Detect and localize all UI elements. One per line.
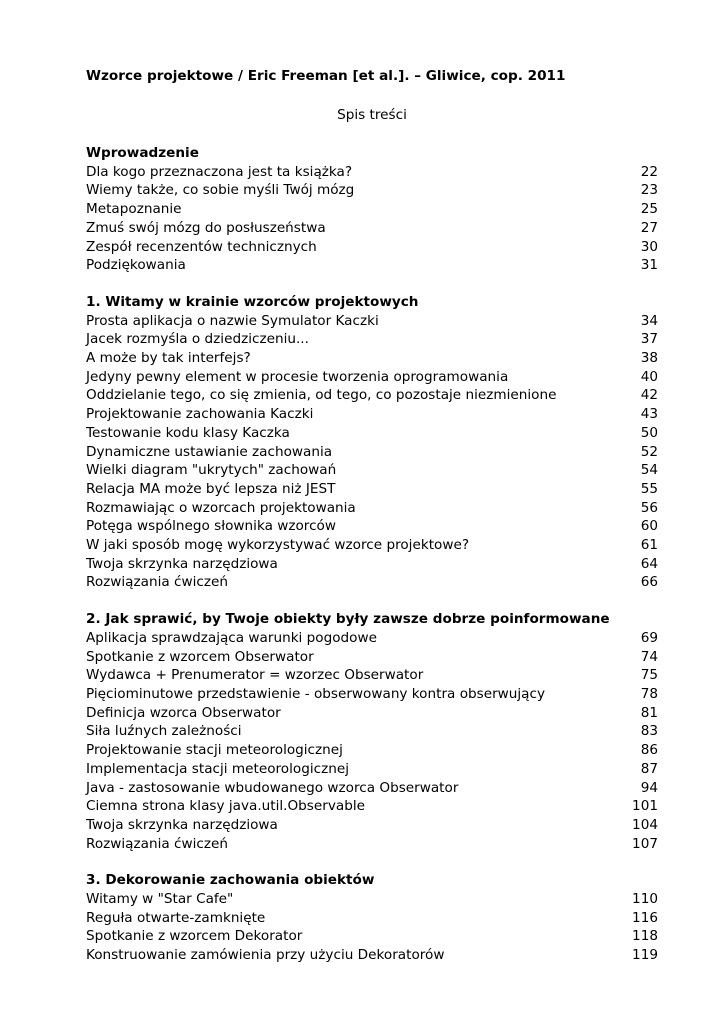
toc-entry-page: 22 [640, 163, 658, 180]
toc-entry-label: Aplikacja sprawdzająca warunki pogodowe [86, 629, 377, 646]
toc-entry-label: Jedyny pewny element w procesie tworzenia oprogramowania [86, 368, 509, 385]
toc-entry-page: 66 [640, 574, 658, 591]
toc-entry-page: 34 [640, 312, 658, 329]
toc-entry-label: Oddzielanie tego, co się zmienia, od tego, co pozostaje niezmienione [86, 387, 557, 404]
toc-entry-label: Rozwiązania ćwiczeń [86, 574, 228, 591]
toc-entry-page: 38 [640, 350, 658, 367]
toc-entry-label: Projektowanie stacji meteorologicznej [86, 742, 343, 759]
toc-entry-label: Potęga wspólnego słownika wzorców [86, 518, 336, 535]
toc-entry [86, 349, 658, 368]
toc-entry-page: 118 [632, 928, 658, 945]
toc-entry [86, 816, 658, 835]
toc-entry-label: Projektowanie zachowania Kaczki [86, 406, 314, 423]
toc-entry-label: Dynamiczne ustawianie zachowania [86, 443, 333, 460]
toc-entry-label: Twoja skrzynka narzędziowa [86, 816, 278, 833]
toc-entry-page: 94 [640, 779, 658, 796]
toc-entry-page: 25 [640, 201, 658, 218]
toc-entry-page: 83 [640, 723, 658, 740]
toc-entry-page: 87 [640, 760, 658, 777]
toc-entry-label: Spotkanie z wzorcem Dekorator [86, 928, 303, 945]
toc-entry [86, 555, 658, 574]
toc-entry-label: Spotkanie z wzorcem Obserwator [86, 648, 314, 665]
toc-entry-page: 75 [640, 667, 658, 684]
toc-entry-label: Definicja wzorca Obserwator [86, 704, 281, 721]
toc-entry-label: Prosta aplikacja o nazwie Symulator Kaczki [86, 312, 379, 329]
toc-entry [86, 629, 658, 648]
toc-entry [86, 573, 658, 592]
toc-entry [86, 722, 658, 741]
toc-entry-label: Java - zastosowanie wbudowanego wzorca Obserwator [86, 779, 459, 796]
toc-entry [86, 909, 658, 928]
toc-entry-label: Reguła otwarte-zamknięte [86, 909, 266, 926]
toc-entry-label: Podziękowania [86, 257, 186, 274]
toc-entry-page: 40 [640, 368, 658, 385]
toc-entry-label: Implementacja stacji meteorologicznej [86, 760, 349, 777]
toc-entry-page: 116 [632, 909, 658, 926]
toc-entry-label: Testowanie kodu klasy Kaczka [86, 424, 290, 441]
toc-entry [86, 741, 658, 760]
toc-entry-page: 56 [640, 499, 658, 516]
toc-entry [86, 648, 658, 667]
toc-entry [86, 499, 658, 518]
toc-entry-page: 31 [640, 257, 658, 274]
toc-entry [86, 461, 658, 480]
toc-entry-page: 69 [640, 629, 658, 646]
toc-section [86, 293, 658, 592]
toc-entry-page: 107 [632, 835, 658, 852]
toc-entry [86, 405, 658, 424]
toc-entry-page: 30 [640, 238, 658, 255]
toc-entry-label: Zmuś swój mózg do posłuszeństwa [86, 219, 326, 236]
toc-entry [86, 443, 658, 462]
toc-entry [86, 797, 658, 816]
toc-entry-page: 119 [632, 947, 658, 964]
toc-entry-page: 74 [640, 648, 658, 665]
toc-entry-label: Witamy w "Star Cafe" [86, 891, 234, 908]
toc-entry [86, 200, 658, 219]
toc-entry [86, 704, 658, 723]
toc-section [86, 144, 658, 275]
toc-entry-label: A może by tak interfejs? [86, 350, 251, 367]
toc-section [86, 871, 658, 965]
toc-entry-label: W jaki sposób mogę wykorzystywać wzorce projektowe? [86, 537, 470, 554]
toc-entry-page: 27 [640, 219, 658, 236]
toc-entry [86, 386, 658, 405]
toc-entry-label: Pięciominutowe przedstawienie - obserwowany kontra obserwujący [86, 685, 546, 702]
toc-entry-page: 104 [632, 816, 658, 833]
document-page [86, 67, 658, 983]
toc-entry [86, 238, 658, 257]
toc-entry-page: 42 [640, 387, 658, 404]
toc-entry [86, 779, 658, 798]
toc-entry-label: Relacja MA może być lepsza niż JEST [86, 480, 336, 497]
toc-entry [86, 424, 658, 443]
toc-entry [86, 368, 658, 387]
toc-entry-label: Konstruowanie zamówienia przy użyciu Dekoratorów [86, 947, 445, 964]
toc-entry [86, 219, 658, 238]
toc-entry [86, 163, 658, 182]
toc-entry-page: 86 [640, 742, 658, 759]
toc-entry-label: Zespół recenzentów technicznych [86, 238, 317, 255]
section-title: 2. Jak sprawić, by Twoje obiekty były zawsze dobrze poinformowane [86, 611, 610, 628]
toc-entry-page: 61 [640, 537, 658, 554]
toc-entry-page: 50 [640, 424, 658, 441]
toc-entry-page: 37 [640, 331, 658, 348]
toc-entry [86, 835, 658, 854]
toc-entry [86, 685, 658, 704]
toc-entry [86, 312, 658, 331]
toc-entry [86, 890, 658, 909]
toc-entry-page: 60 [640, 518, 658, 535]
toc-entry-label: Jacek rozmyśla o dziedziczeniu... [86, 331, 309, 348]
toc-entry [86, 760, 658, 779]
toc-entry [86, 181, 658, 200]
toc-entry-label: Wielki diagram "ukrytych" zachowań [86, 462, 337, 479]
document-title: Wzorce projektowe / Eric Freeman [et al.]. – Gliwice, cop. 2011 [86, 68, 566, 84]
toc-entry [86, 927, 658, 946]
toc-entry-label: Rozmawiając o wzorcach projektowania [86, 499, 356, 516]
toc-entry-page: 81 [640, 704, 658, 721]
toc-entry-page: 55 [640, 480, 658, 497]
toc-entry-page: 64 [640, 555, 658, 572]
section-title: 1. Witamy w krainie wzorców projektowych [86, 293, 419, 310]
section-title: 3. Dekorowanie zachowania obiektów [86, 872, 375, 889]
toc-entry-label: Dla kogo przeznaczona jest ta książka? [86, 163, 353, 180]
toc-entry [86, 666, 658, 685]
toc-section [86, 610, 658, 853]
toc-entry-label: Ciemna strona klasy java.util.Observable [86, 798, 365, 815]
toc-entry-page: 54 [640, 462, 658, 479]
toc-entry-page: 23 [640, 182, 658, 199]
toc-entry [86, 256, 658, 275]
toc-entry-label: Twoja skrzynka narzędziowa [86, 555, 278, 572]
toc-entry [86, 536, 658, 555]
toc-entry-label: Wydawca + Prenumerator = wzorzec Obserwator [86, 667, 424, 684]
toc-entry-page: 78 [640, 685, 658, 702]
toc-entry-page: 101 [632, 798, 658, 815]
toc-entry-page: 52 [640, 443, 658, 460]
toc-entry [86, 517, 658, 536]
toc-entry-label: Rozwiązania ćwiczeń [86, 835, 228, 852]
table-of-contents [86, 144, 658, 965]
toc-entry-page: 110 [632, 891, 658, 908]
toc-entry [86, 946, 658, 965]
toc-entry-label: Siła luźnych zależności [86, 723, 242, 740]
toc-entry-label: Metapoznanie [86, 201, 182, 218]
toc-entry [86, 330, 658, 349]
toc-entry-page: 43 [640, 406, 658, 423]
toc-heading: Spis treści [337, 107, 407, 123]
section-title: Wprowadzenie [86, 145, 199, 161]
toc-entry-label: Wiemy także, co sobie myśli Twój mózg [86, 182, 355, 199]
toc-entry [86, 480, 658, 499]
